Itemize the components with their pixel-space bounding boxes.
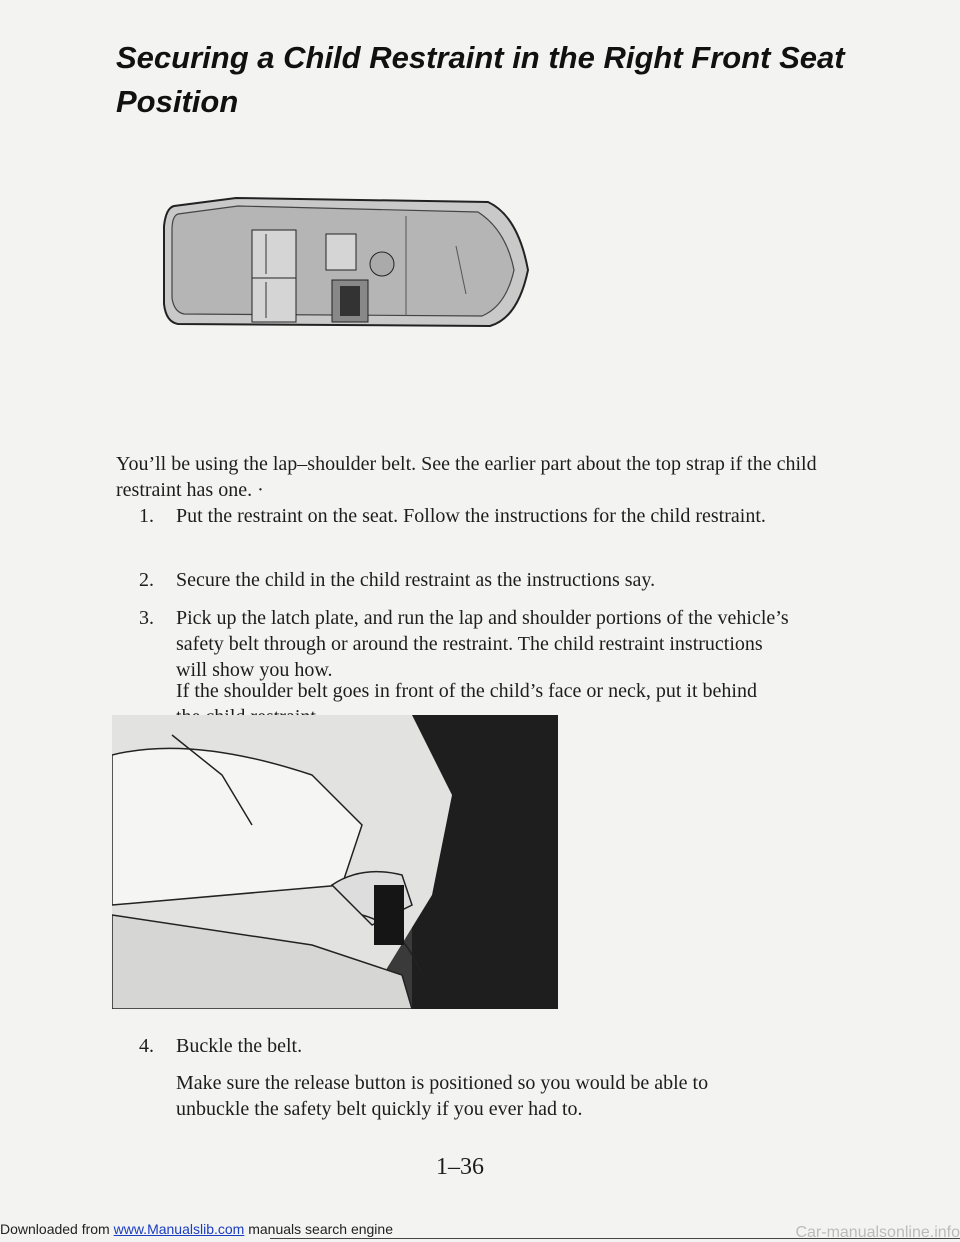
step-text: Secure the child in the child restraint as the instructions say. [176,569,656,591]
step3-note: If the shoulder belt goes in front of the child’s face or neck, put it behind [176,680,757,702]
manualslib-link[interactable]: www.Manualslib.com [113,1221,245,1237]
footer-prefix: Downloaded from [0,1221,114,1237]
step4-note: Make sure the release button is positioned so you would be able to unbuckle the safety belt quickly if you ever had to. [176,1072,709,1120]
step-text: Put the restraint on the seat. Follow the instructions for the child restraint. [176,505,766,527]
step-text: Buckle the belt. [176,1035,303,1057]
step-number: 4. [139,1035,154,1057]
download-footer [0,1221,393,1237]
step-number: 1. [139,505,154,527]
step-number: 3. [139,607,154,629]
step-number: 2. [139,569,154,591]
page-number: 1–36 [436,1154,484,1180]
buckling-belt-photo [112,715,558,1009]
intro-paragraph: You’ll be using the lap–shoulder belt. See the earlier part about the top strap if the child restraint has one. · [116,453,817,501]
vehicle-seating-diagram [156,186,532,342]
step-text: Pick up the latch plate, and run the lap and shoulder portions of the vehicle’s safety belt through or around the restraint. The child restraint instructions will show you how. [176,607,789,681]
footer-suffix: manuals search engine [244,1221,393,1237]
watermark: Car-manualsonline.info [795,1224,960,1241]
page-title: Securing a Child Restraint in the Right Front Seat Position [116,40,845,119]
